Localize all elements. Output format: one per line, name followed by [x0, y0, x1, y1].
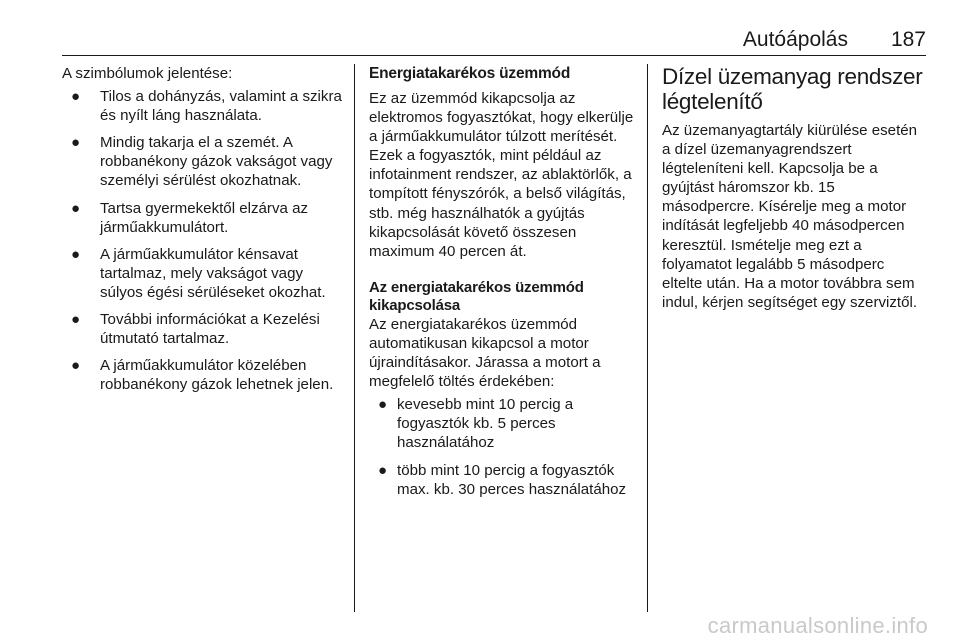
- header-rule: [62, 55, 926, 56]
- column-divider-right: [647, 64, 648, 612]
- column-diesel-bleeding: [662, 64, 928, 312]
- watermark: carmanualsonline.info: [707, 613, 928, 638]
- column-divider-left: [354, 64, 355, 612]
- bullet-icon: ●: [378, 461, 388, 479]
- bullet-icon: ●: [71, 245, 81, 263]
- bullet-icon: ●: [71, 199, 81, 217]
- list-item: ● Tilos a dohányzás, valamint a szikra és nyílt láng használata.: [71, 88, 342, 125]
- bullet-icon: ●: [71, 357, 81, 375]
- energy-saving-heading: Energiatakarékos üzemmód: [369, 65, 571, 82]
- symbols-intro: A szimbólumok jelentése:: [62, 65, 233, 82]
- list-item: ● Mindig takarja el a szemét. A robbanékony gázok vakságot vagy személyi sérülést okozhatnak.: [71, 134, 333, 190]
- page-number: 187: [890, 28, 926, 51]
- symbols-list: [62, 87, 346, 394]
- bullet-icon: ●: [378, 396, 388, 414]
- list-item: ● Tartsa gyermekektől elzárva az járműakkumulátort.: [71, 199, 309, 236]
- charging-list: [369, 395, 637, 498]
- list-item: ● A járműakkumulátor közelében robbanékony gázok lehetnek jelen.: [71, 357, 334, 394]
- bullet-icon: ●: [71, 88, 81, 106]
- bullet-icon: ●: [71, 311, 81, 329]
- energy-saving-paragraph: Ez az üzemmód kikapcsolja az elektromos fogyasztókat, hogy elkerülje a járműakkumulátor túlzott merítését. Ezek a fogyasztók, mint például az infotainment rendszer, az ablaktörlők, a tompított fényszórók, a belső világítás, stb. még használhatók a gyújtás kikapcsolását követő összesen maximum 40 percen át.: [369, 90, 634, 260]
- section-title: Autóápolás: [742, 28, 848, 51]
- diesel-heading: Dízel üzemanyag rendszer légtelenítő: [662, 64, 923, 114]
- column-energy-saving: [369, 64, 637, 507]
- column-symbols: [62, 64, 346, 402]
- diesel-paragraph: Az üzemanyagtartály kiürülése esetén a dízel üzemanyagrendszert légteleníteni kell. Kapcsolja be a gyújtást háromszor kb. 15 másodpercre. Kísérelje meg a motor indítását legfeljebb 40 másodpercen keresztül. Ismételje meg ezt a folyamatot legalább 5 másodperc eltelte után. Ha a motor továbbra sem indul, kérjen segítséget egy szerviztől.: [662, 122, 918, 311]
- list-item: ● kevesebb mint 10 percig a fogyasztók kb. 5 perces használatához: [378, 396, 574, 452]
- list-item: ● A járműakkumulátor kénsavat tartalmaz, mely vakságot vagy súlyos égési sérüléseket okozhat.: [71, 245, 326, 301]
- list-item: ● További információkat a Kezelési útmutató tartalmaz.: [71, 311, 320, 348]
- page-header: [62, 24, 926, 54]
- list-item: ● több mint 10 percig a fogyasztók max. kb. 30 perces használatához: [378, 461, 627, 498]
- energy-saving-off-paragraph: Az energiatakarékos üzemmód automatikusan kikapcsol a motor újraindításakor. Járassa a motort a megfelelő töltés érdekében:: [369, 315, 601, 391]
- bullet-icon: ●: [71, 134, 81, 152]
- energy-saving-off-heading: Az energiatakarékos üzemmód kikapcsolása: [369, 278, 584, 314]
